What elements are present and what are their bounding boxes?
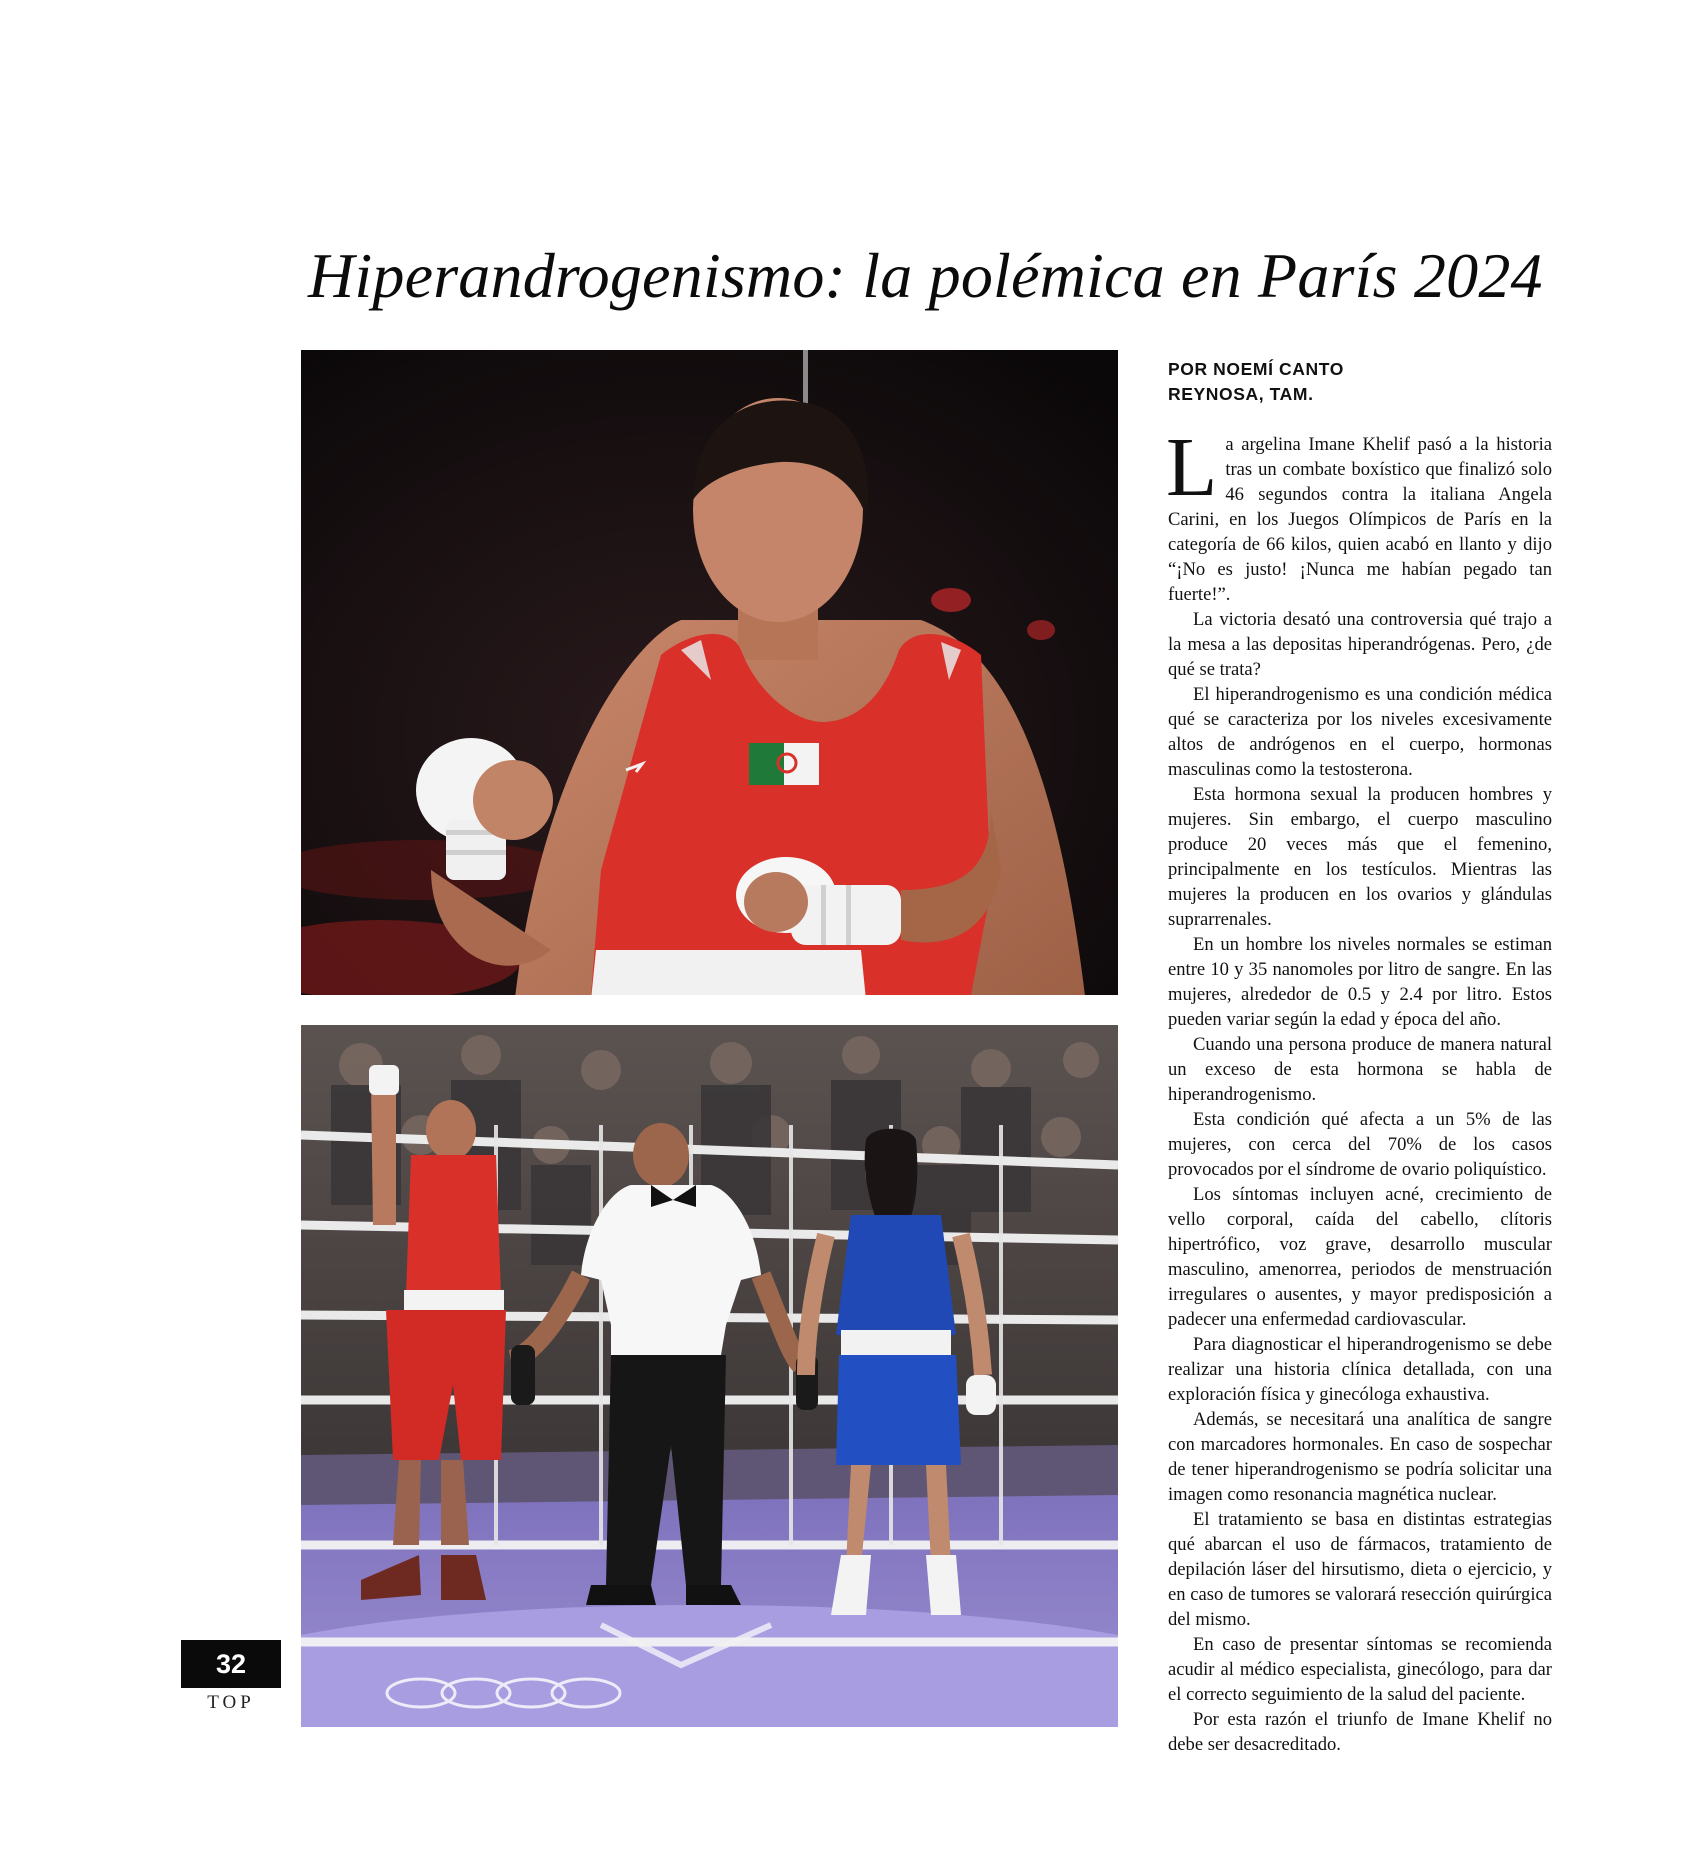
article-paragraph: Por esta razón el triunfo de Imane Khelif no debe ser desacreditado. [1168, 1709, 1552, 1755]
article-body [1166, 421, 1552, 1757]
article-paragraph [1166, 421, 1552, 607]
article-paragraph: Para diagnosticar el hiperandrogenismo se debe realizar una historia clínica detallada, con una exploración física y ginecóloga exhaustiva. [1168, 1334, 1552, 1405]
byline [1168, 357, 1548, 407]
article-paragraph: En caso de presentar síntomas se recomienda acudir al médico especialista, ginecólogo, para dar el correcto seguimiento de la salud del paciente. [1168, 1634, 1552, 1705]
section-label: TOP [207, 1692, 255, 1713]
article-paragraph: Esta hormona sexual la producen hombres y mujeres. Sin embargo, el cuerpo masculino produce 20 veces más que el femenino, principalmente en los testículos. Mientras las mujeres la producen en los ovarios y glándulas suprarrenales. [1168, 784, 1552, 930]
article-paragraph: Cuando una persona produce de manera natural un exceso de esta hormona se habla de hiperandrogenismo. [1168, 1034, 1552, 1105]
drop-cap: L [1166, 421, 1218, 514]
article-paragraph: La victoria desató una controversia qué trajo a la mesa a las depositas hiperandrógenas. Pero, ¿de qué se trata? [1168, 609, 1552, 680]
page-number: 32 [181, 1640, 281, 1688]
article-headline: Hiperandrogenismo: la polémica en París 2024 [308, 240, 1543, 311]
byline-author: POR NOEMÍ CANTO [1168, 359, 1344, 379]
first-paragraph-text: a argelina Imane Khelif pasó a la historia tras un combate boxístico que finalizó solo 46 segundos contra la italiana Angela Carini, en los Juegos Olímpicos de París en la categoría de 66 kilos, quien acabó en llanto y dijo “¡No es justo! ¡Nunca me habían pegado tan fuerte!”. [1168, 434, 1552, 605]
boxer-portrait-photo [301, 350, 1118, 995]
article-paragraph: El hiperandrogenismo es una condición médica qué se caracteriza por los niveles excesivamente altos de andrógenos en el cuerpo, hormonas masculinas como la testosterona. [1168, 684, 1552, 780]
byline-location: REYNOSA, TAM. [1168, 384, 1314, 404]
article-paragraph: Además, se necesitará una analítica de sangre con marcadores hormonales. En caso de sospechar de tener hiperandrogenismo se podría solicitar una imagen como resonancia magnética nuclear. [1168, 1409, 1552, 1505]
article-paragraph: El tratamiento se basa en distintas estrategias qué abarcan el uso de fármacos, tratamiento de depilación láser del hirsutismo, dieta o ejercicio, y en caso de tumores se valorará resección quirúrgica del mismo. [1168, 1509, 1552, 1630]
article-paragraph: Esta condición qué afecta a un 5% de las mujeres, con cerca del 70% de los casos provocados por el síndrome de ovario poliquístico. [1168, 1109, 1552, 1180]
article-paragraph: En un hombre los niveles normales se estiman entre 10 y 35 nanomoles por litro de sangre. En las mujeres, alrededor de 0.5 y 2.4 por litro. Estos pueden variar según la edad y época del año. [1168, 934, 1552, 1030]
article-paragraph: Los síntomas incluyen acné, crecimiento de vello corporal, caída del cabello, clítoris hipertrófico, voz grave, desarrollo muscular masculino, amenorrea, periodos de menstruación irregulares o ausentes, y mayor predisposición a padecer una enfermedad cardiovascular. [1168, 1184, 1552, 1330]
boxing-ring-photo [301, 1025, 1118, 1727]
